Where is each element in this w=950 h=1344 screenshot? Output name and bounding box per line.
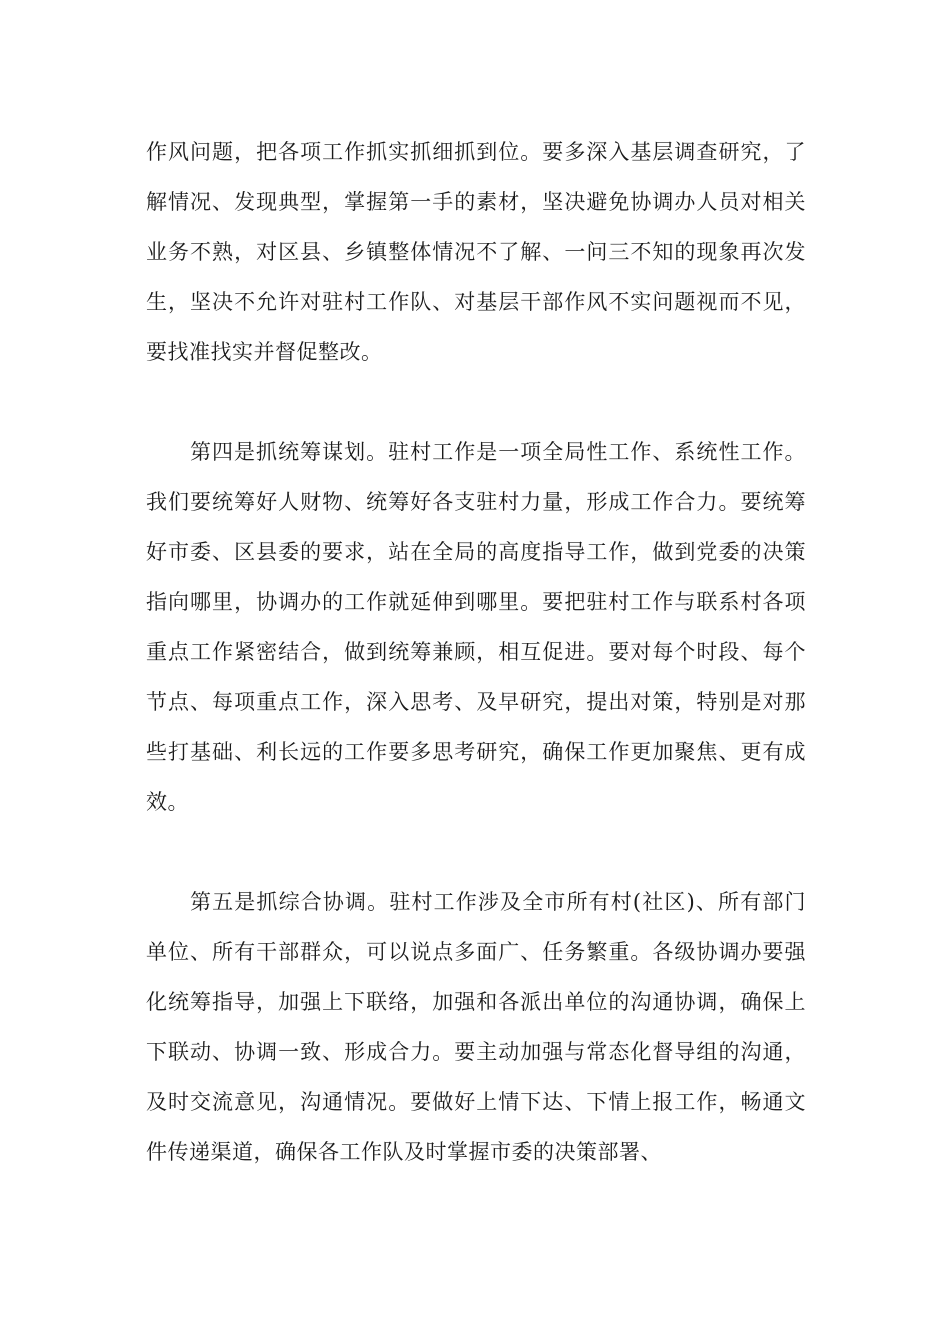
paragraph-2-text: 第四是抓统筹谋划。驻村工作是一项全局性工作、系统性工作。我们要统筹好人财物、统筹好各支驻村力量，形成工作合力。要统筹好市委、区县委的要求，站在全局的高度指导工作，做到党委的决策指向哪里，协调办的工作就延伸到哪里。要把驻村工作与联系村各项重点工作紧密结合，做到统筹兼顾，相互促进。要对每个时段、每个节点、每项重点工作，深入思考、及早研究，提出对策，特别是对那些打基础、利长远的工作要多思考研究，确保工作更加聚焦、更有成效。 <box>146 440 806 814</box>
paragraph-1 <box>146 127 806 377</box>
paragraph-3-text: 第五是抓综合协调。驻村工作涉及全市所有村(社区)、所有部门单位、所有干部群众，可以说点多面广、任务繁重。各级协调办要强化统筹指导，加强上下联络，加强和各派出单位的沟通协调，确保上下联动、协调一致、形成合力。要主动加强与常态化督导组的沟通，及时交流意见，沟通情况。要做好上情下达、下情上报工作，畅通文件传递渠道，确保各工作队及时掌握市委的决策部署、 <box>146 890 806 1164</box>
paragraph-3 <box>146 877 806 1177</box>
paragraph-1-text: 作风问题，把各项工作抓实抓细抓到位。要多深入基层调查研究，了解情况、发现典型，掌握第一手的素材，坚决避免协调办人员对相关业务不熟，对区县、乡镇整体情况不了解、一问三不知的现象再次发生，坚决不允许对驻村工作队、对基层干部作风不实问题视而不见，要找准找实并督促整改。 <box>146 140 806 364</box>
paragraph-2 <box>146 427 806 827</box>
